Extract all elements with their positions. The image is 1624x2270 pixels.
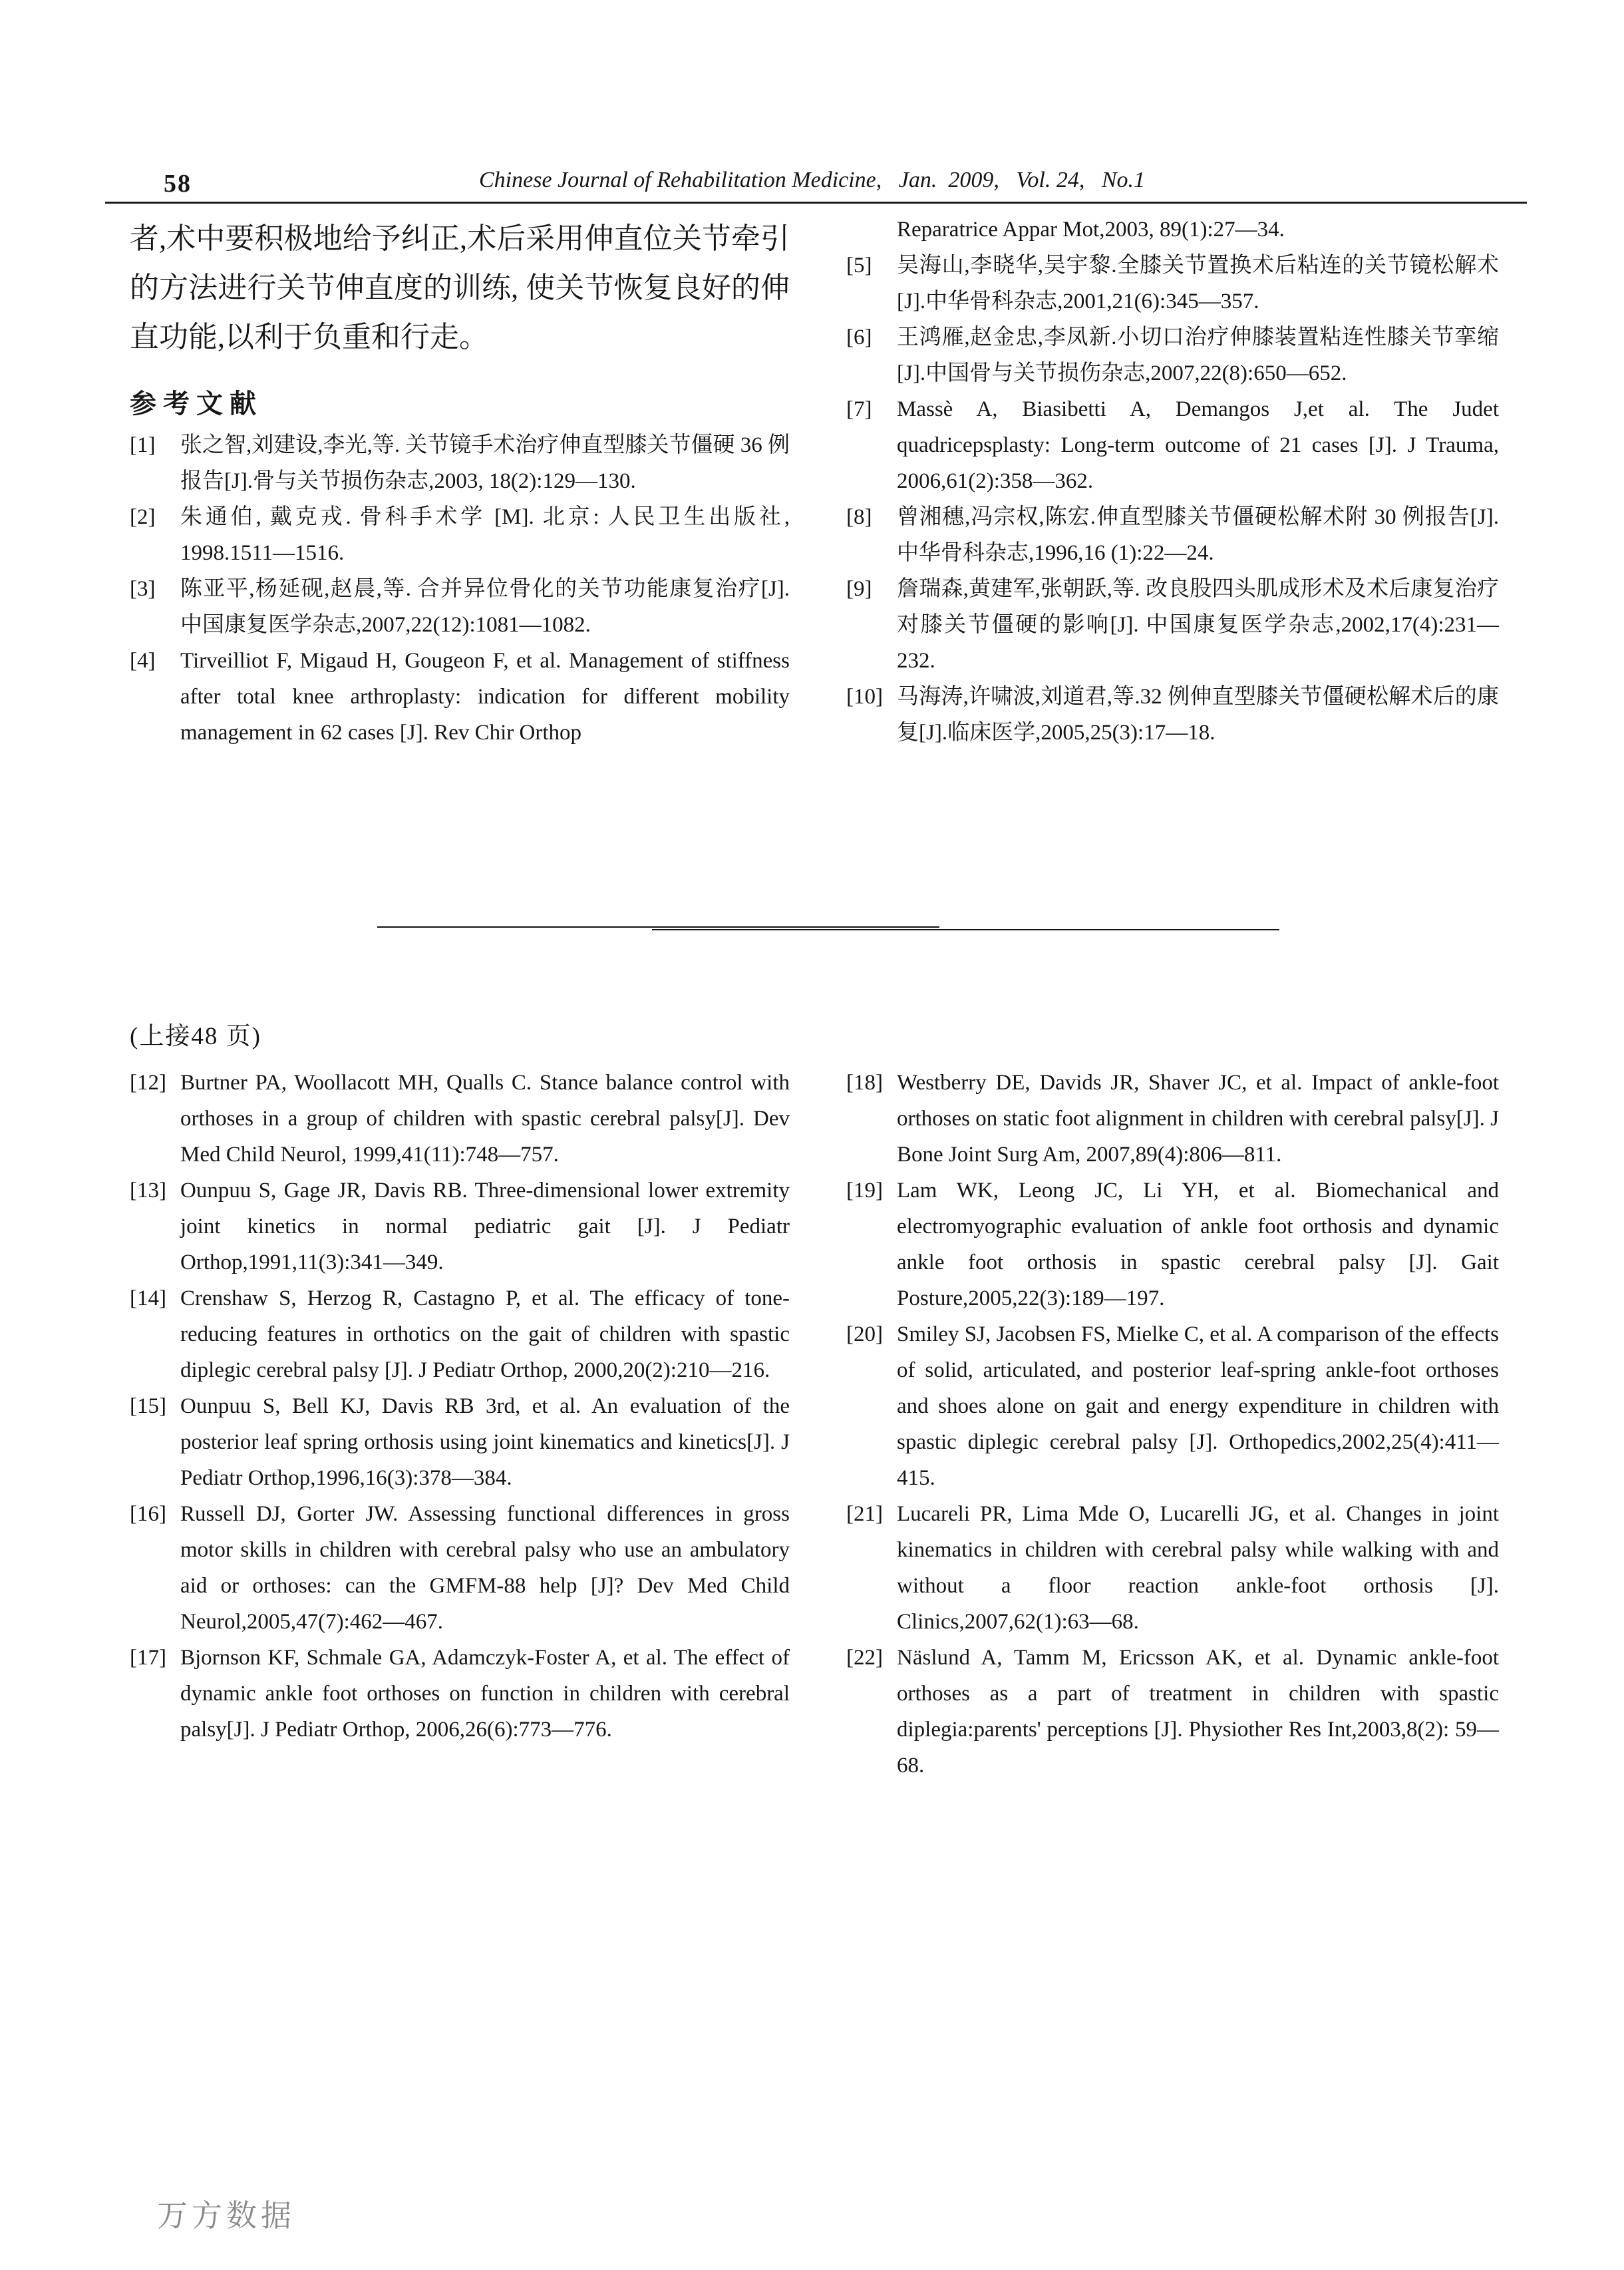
reference-label: [10] xyxy=(846,685,883,709)
reference-text: Burtner PA, Woollacott MH, Qualls C. Stance balance control with orthoses in a group of children with spastic cerebral palsy[J]. Dev Med Child Neurol, 1999,41(11):748—757. xyxy=(180,1071,790,1167)
reference-label: [8] xyxy=(846,505,872,529)
wanfang-data-watermark: 万方数据 xyxy=(157,2199,295,2233)
reference-label: [13] xyxy=(130,1179,166,1203)
reference-label: [22] xyxy=(846,1646,883,1670)
reference-item xyxy=(130,427,790,499)
reference-label: [9] xyxy=(846,577,872,601)
page-number: 58 xyxy=(164,170,192,198)
reference-item xyxy=(846,1173,1499,1316)
reference-continuation xyxy=(846,212,1499,248)
reference-item xyxy=(130,1065,790,1173)
reference-item xyxy=(130,643,790,751)
reference-text: Tirveilliot F, Migaud H, Gougeon F, et al. Management of stiffness after total knee arthroplasty: indication for different mobility management in 62 cases [J]. Rev Chir Orthop xyxy=(180,649,790,745)
reference-item xyxy=(846,391,1499,499)
reference-item xyxy=(130,571,790,643)
reference-item xyxy=(130,499,790,571)
reference-item xyxy=(846,499,1499,571)
top-left-column xyxy=(130,214,790,751)
reference-item xyxy=(130,1388,790,1496)
reference-text: 朱通伯, 戴克戎. 骨科手术学 [M]. 北京: 人民卫生出版社, 1998.1511—1516. xyxy=(180,505,790,565)
bottom-left-column xyxy=(130,1065,790,1748)
section-divider xyxy=(377,926,939,928)
reference-item xyxy=(130,1496,790,1640)
reference-text: 吴海山,李晓华,吴宇黎.全膝关节置换术后粘连的关节镜松解术[J].中华骨科杂志,2001,21(6):345—357. xyxy=(897,254,1499,313)
references-heading: 参考文献 xyxy=(130,389,263,419)
reference-label: [14] xyxy=(130,1286,166,1310)
bottom-right-column xyxy=(846,1065,1499,1784)
reference-text: Smiley SJ, Jacobsen FS, Mielke C, et al. A comparison of the effects of solid, articulated, and posterior leaf-spring ankle-foot orthoses and shoes alone on gait and energy expenditure in children with spastic diplegic cerebral palsy [J]. Orthopedics,2002,25(4):411—415. xyxy=(897,1322,1499,1490)
reference-label: [7] xyxy=(846,397,872,421)
reference-label: [19] xyxy=(846,1179,883,1203)
reference-label: [20] xyxy=(846,1322,883,1346)
reference-text: Westberry DE, Davids JR, Shaver JC, et al. Impact of ankle-foot orthoses on static foot alignment in children with cerebral palsy[J]. J Bone Joint Surg Am, 2007,89(4):806—811. xyxy=(897,1071,1499,1167)
reference-item xyxy=(846,1640,1499,1784)
closing-paragraph: 者,术中要积极地给予纠正,术后采用伸直位关节牵引的方法进行关节伸直度的训练, 使关节恢复良好的伸直功能,以利于负重和行走。 xyxy=(130,222,790,353)
reference-label: [1] xyxy=(130,433,156,457)
reference-text: Lucareli PR, Lima Mde O, Lucarelli JG, et al. Changes in joint kinematics in children with cerebral palsy while walking with and without a floor reaction ankle-foot orthosis [J]. Clinics,2007,62(1):63—68. xyxy=(897,1502,1499,1634)
reference-item xyxy=(846,248,1499,319)
reference-item xyxy=(130,1173,790,1280)
reference-text: 詹瑞森,黄建军,张朝跃,等. 改良股四头肌成形术及术后康复治疗对膝关节僵硬的影响[J]. 中国康复医学杂志,2002,17(4):231—232. xyxy=(897,577,1499,673)
reference-text: 张之智,刘建设,李光,等. 关节镜手术治疗伸直型膝关节僵硬 36 例报告[J].骨与关节损伤杂志,2003, 18(2):129—130. xyxy=(180,433,790,493)
reference-label: [6] xyxy=(846,325,872,349)
reference-label: [12] xyxy=(130,1071,166,1095)
top-right-column xyxy=(846,212,1499,751)
reference-item xyxy=(130,1640,790,1748)
reference-label: [3] xyxy=(130,577,156,601)
reference-text: Crenshaw S, Herzog R, Castagno P, et al. The efficacy of tone-reducing features in orthotics on the gait of children with spastic diplegic cerebral palsy [J]. J Pediatr Orthop, 2000,20(2):210—216. xyxy=(180,1286,790,1382)
reference-item xyxy=(846,679,1499,751)
reference-label: [4] xyxy=(130,649,156,673)
reference-label: [2] xyxy=(130,505,156,529)
reference-text: Lam WK, Leong JC, Li YH, et al. Biomechanical and electromyographic evaluation of ankle foot orthosis and dynamic ankle foot orthosis in spastic cerebral palsy [J]. Gait Posture,2005,22(3):189—197. xyxy=(897,1179,1499,1310)
reference-label: [15] xyxy=(130,1394,166,1418)
reference-text: Ounpuu S, Gage JR, Davis RB. Three-dimensional lower extremity joint kinetics in normal pediatric gait [J]. J Pediatr Orthop,1991,11(3):341—349. xyxy=(180,1179,790,1274)
section-divider-shadow xyxy=(652,929,1279,930)
header-rule xyxy=(105,202,1527,204)
reference-label: [18] xyxy=(846,1071,883,1095)
reference-text: Russell DJ, Gorter JW. Assessing functional differences in gross motor skills in children with cerebral palsy who use an ambulatory aid or orthoses: can the GMFM-88 help [J]? Dev Med Child Neurol,2005,47(7):462—467. xyxy=(180,1502,790,1634)
reference-item xyxy=(846,1316,1499,1496)
reference-text: Massè A, Biasibetti A, Demangos J,et al. The Judet quadricepsplasty: Long-term outcome of 21 cases [J]. J Trauma, 2006,61(2):358—362. xyxy=(897,397,1499,493)
reference-text: 马海涛,许啸波,刘道君,等.32 例伸直型膝关节僵硬松解术后的康复[J].临床医学,2005,25(3):17—18. xyxy=(897,685,1499,745)
journal-header-line: Chinese Journal of Rehabilitation Medicine, Jan. 2009, Vol. 24, No.1 xyxy=(479,168,1145,192)
reference-text: 曾湘穗,冯宗权,陈宏.伸直型膝关节僵硬松解术附 30 例报告[J]. 中华骨科杂志,1996,16 (1):22—24. xyxy=(897,505,1499,565)
reference-item xyxy=(846,571,1499,679)
reference-label: [5] xyxy=(846,254,872,278)
reference-text: Näslund A, Tamm M, Ericsson AK, et al. Dynamic ankle-foot orthoses as a part of treatment in children with spastic diplegia:parents' perceptions [J]. Physiother Res Int,2003,8(2): 59—68. xyxy=(897,1646,1499,1778)
reference-item xyxy=(846,1496,1499,1640)
reference-item xyxy=(846,319,1499,391)
reference-label: [21] xyxy=(846,1502,883,1526)
reference-text: Bjornson KF, Schmale GA, Adamczyk-Foster A, et al. The effect of dynamic ankle foot orthoses on function in children with cerebral palsy[J]. J Pediatr Orthop, 2006,26(6):773—776. xyxy=(180,1646,790,1742)
reference-text: 王鸿雁,赵金忠,李凤新.小切口治疗伸膝装置粘连性膝关节挛缩[J].中国骨与关节损伤杂志,2007,22(8):650—652. xyxy=(897,325,1499,385)
reference-text: Ounpuu S, Bell KJ, Davis RB 3rd, et al. An evaluation of the posterior leaf spring orthosis using joint kinematics and kinetics[J]. J Pediatr Orthop,1996,16(3):378—384. xyxy=(180,1394,790,1490)
reference-item xyxy=(846,1065,1499,1173)
reference-text: Reparatrice Appar Mot,2003, 89(1):27—34. xyxy=(897,218,1285,242)
continued-from-note: (上接48 页) xyxy=(130,1023,261,1050)
reference-item xyxy=(130,1280,790,1388)
reference-label: [16] xyxy=(130,1502,166,1526)
reference-text: 陈亚平,杨延砚,赵晨,等. 合并异位骨化的关节功能康复治疗[J]. 中国康复医学杂志,2007,22(12):1081—1082. xyxy=(180,577,790,637)
reference-label: [17] xyxy=(130,1646,166,1670)
